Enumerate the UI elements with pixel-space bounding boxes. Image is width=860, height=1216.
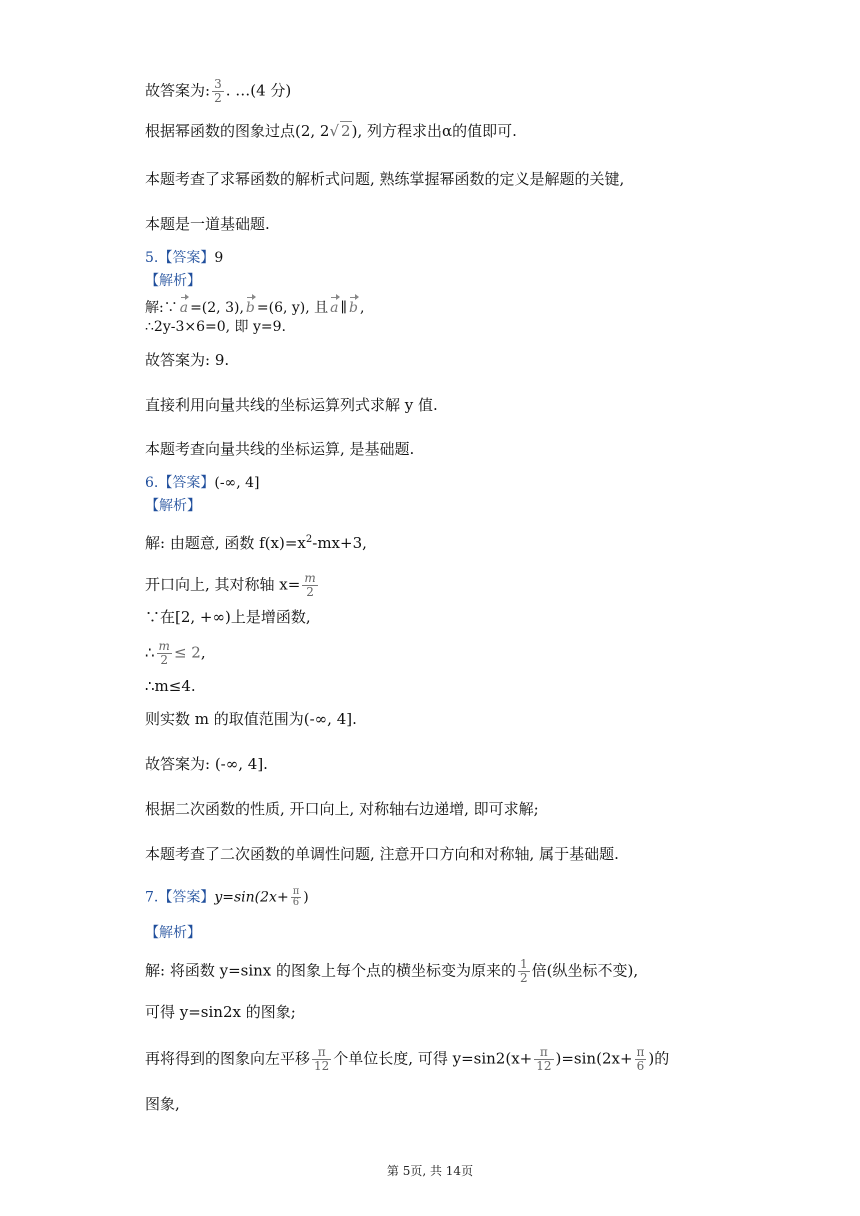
fraction-m-over-2	[302, 572, 317, 599]
text: 根据幂函数的图象过点(2, 2	[145, 122, 330, 140]
q7-answer-header	[145, 887, 309, 908]
answer-tag: 【答案】	[158, 475, 215, 491]
q5-step-5: 本题考查向量共线的坐标运算, 是基础题.	[145, 440, 415, 458]
fraction-m-over-2	[157, 640, 172, 667]
text: )=sin(2x+	[555, 1049, 633, 1068]
text: 开口向上, 其对称轴 x=	[145, 575, 301, 594]
denominator: 2	[157, 653, 172, 667]
numerator: m	[158, 639, 170, 653]
fraction-three-halves	[212, 78, 224, 105]
q6-analysis-tag: 【解析】	[145, 498, 201, 514]
answer-value: (-∞, 4]	[214, 475, 260, 491]
vector-a: a	[330, 294, 338, 318]
q7-step-4: 图象,	[145, 1095, 180, 1113]
comment-line-4b: 本题是一道基础题.	[145, 215, 270, 233]
q6-answer-header	[145, 473, 259, 493]
answer-value: y=sin(2x+	[214, 889, 289, 906]
text: ≤ 2	[173, 643, 201, 662]
fraction-pi-over-6	[635, 1046, 647, 1073]
numerator: π	[317, 1045, 326, 1059]
q6-step-1	[145, 530, 367, 553]
q7-step-1	[145, 958, 638, 985]
denominator: 6	[635, 1059, 647, 1073]
answer-tag: 【答案】	[158, 250, 215, 266]
fraction-pi-over-6	[291, 887, 302, 908]
q5-answer-header	[145, 248, 223, 268]
q6-step-6: 则实数 m 的取值范围为(-∞, 4].	[145, 710, 357, 728]
page-footer: 第 5页, 共 14页	[386, 1164, 474, 1178]
numerator: 1	[520, 957, 528, 971]
text: )的	[648, 1049, 670, 1068]
fraction-pi-over-12	[534, 1046, 553, 1073]
answer-tag: 【答案】	[158, 889, 215, 906]
answer-line-4	[145, 78, 291, 105]
q5-step-4: 直接利用向量共线的坐标运算列式求解 y 值.	[145, 396, 438, 414]
text: ∴	[145, 643, 155, 662]
numerator: m	[304, 571, 316, 585]
question-number: 7.	[145, 889, 159, 906]
text: )	[303, 889, 309, 906]
text: 倍(纵坐标不变),	[531, 961, 639, 980]
q5-analysis-tag: 【解析】	[145, 273, 201, 289]
text: 解: 由题意, 函数 f(x)=x	[145, 534, 306, 552]
text: 个单位长度, 可得 y=sin2(x+	[333, 1049, 533, 1068]
denominator: 12	[314, 1059, 330, 1073]
denominator: 6	[291, 897, 302, 908]
q6-step-7: 故答案为: (-∞, 4].	[145, 755, 268, 773]
q7-analysis-tag: 【解析】	[145, 925, 201, 941]
question-number: 6.	[145, 475, 159, 491]
q6-step-2	[145, 572, 320, 599]
text: . …(4 分)	[225, 81, 292, 100]
text: 解:∵	[145, 300, 178, 316]
q6-step-4	[145, 640, 206, 667]
question-number: 5.	[145, 250, 159, 266]
vector-b: b	[349, 294, 358, 318]
q6-step-3: ∵在[2, +∞)上是增函数,	[145, 608, 311, 626]
parallel-symbol: ∥	[340, 300, 347, 316]
q5-step-1: 解:∵ a =(2, 3), b =(6, y), 且 a ∥ b ,	[145, 294, 364, 318]
denominator: 2	[214, 91, 222, 105]
q7-step-3	[145, 1046, 669, 1073]
text: 再将得到的图象向左平移	[145, 1049, 311, 1068]
q6-step-8: 根据二次函数的性质, 开口向上, 对称轴右边递增, 即可求解;	[145, 800, 539, 818]
text: =(2, 3),	[190, 300, 244, 316]
q5-step-2: ∴2y-3×6=0, 即 y=9.	[145, 319, 286, 335]
answer-value: 9	[214, 250, 224, 266]
superscript: 2	[305, 534, 313, 545]
denominator: 12	[536, 1059, 552, 1073]
q7-step-2: 可得 y=sin2x 的图象;	[145, 1003, 296, 1021]
q6-step-9: 本题考查了二次函数的单调性问题, 注意开口方向和对称轴, 属于基础题.	[145, 845, 619, 863]
text: 解: 将函数 y=sinx 的图象上每个点的横坐标变为原来的	[145, 961, 517, 980]
text: -mx+3,	[312, 534, 367, 552]
denominator: 2	[520, 971, 528, 985]
numerator: π	[539, 1045, 548, 1059]
text: ), 列方程求出α的值即可.	[351, 122, 517, 140]
denominator: 2	[302, 585, 317, 599]
vector-b: b	[246, 294, 255, 318]
text: ,	[200, 643, 206, 662]
q6-step-5: ∴m≤4.	[145, 677, 196, 695]
text: 故答案为:	[145, 81, 211, 100]
numerator: π	[292, 886, 300, 897]
sqrt-radicand: 2	[341, 122, 351, 140]
text: =(6, y), 且	[256, 300, 329, 316]
sqrt-symbol: √	[329, 122, 340, 140]
fraction-one-half	[518, 958, 530, 985]
numerator: π	[636, 1045, 645, 1059]
q5-step-3: 故答案为: 9.	[145, 351, 230, 369]
numerator: 3	[214, 77, 222, 91]
analysis-line-4	[145, 121, 517, 141]
fraction-pi-over-12	[312, 1046, 331, 1073]
vector-a: a	[180, 294, 188, 318]
comment-line-4a: 本题考查了求幂函数的解析式问题, 熟练掌握幂函数的定义是解题的关键,	[145, 170, 625, 188]
